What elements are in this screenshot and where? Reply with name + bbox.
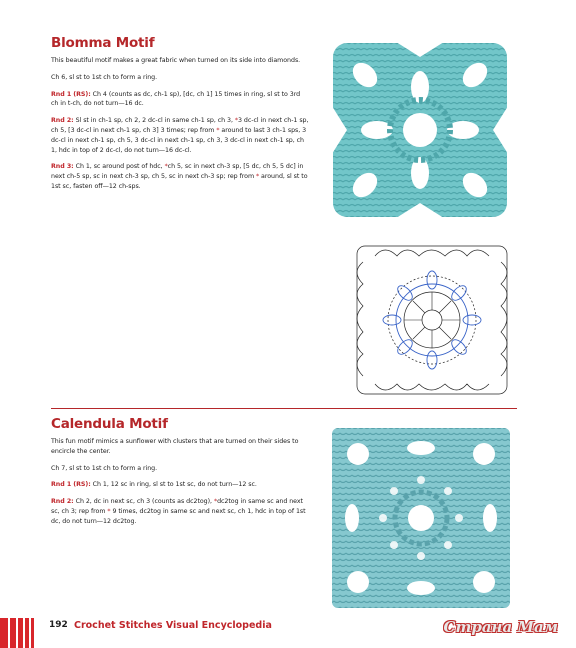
repeat-marker: *: [213, 498, 218, 506]
intro-text: This beautiful motif makes a great fabric when turned on its side into diamonds.: [51, 57, 301, 64]
round-label: Rnd 1 (RS):: [51, 90, 91, 98]
round-1: [51, 90, 309, 110]
repeat-marker: *: [216, 126, 220, 134]
round-2: [51, 497, 309, 526]
round-label: Rnd 1 (RS):: [51, 481, 91, 489]
round-text: Ch 1, sc around post of hdc,: [75, 163, 163, 171]
setup-text: Ch 6, sl st to 1st ch to form a ring.: [51, 73, 158, 81]
round-text: Ch 2, dc in next sc, ch 3 (counts as dc2tog),: [75, 498, 212, 506]
round-text: Ch 1, 12 sc in ring, sl st to 1st sc, do not turn—12 sc.: [92, 481, 257, 489]
round-text: ch 5, sc in next ch-3 sp, [5 dc, ch 5, 5 dc] in next ch-5 sp, sc in next ch-3 sp, ch 5, sc in next ch-3 sp; rep from: [51, 163, 304, 181]
repeat-marker: *: [107, 507, 111, 515]
site-watermark: Страна Мам: [443, 618, 558, 636]
blomma-motif-photo: [325, 35, 515, 225]
round-label: Rnd 2:: [51, 498, 74, 506]
section-title: Calendula Motif: [51, 416, 168, 432]
round-2: [51, 116, 309, 155]
footer-color-bars: [0, 618, 40, 648]
repeat-marker: *: [255, 173, 260, 181]
book-title: Crochet Stitches Visual Encyclopedia: [74, 620, 272, 631]
section-title: Blomma Motif: [51, 35, 155, 51]
round-text: Ch 4 (counts as dc, ch-1 sp), [dc, ch 1] 15 times in ring, sl st to 3rd ch in t-ch, do not turn—16 dc.: [51, 90, 301, 108]
blomma-stitch-chart: [345, 236, 520, 404]
section-divider: [51, 408, 517, 409]
calendula-motif-photo: [328, 424, 514, 612]
round-3: [51, 162, 309, 191]
setup-text: Ch 7, sl st to 1st ch to form a ring.: [51, 464, 158, 472]
repeat-marker: *: [164, 163, 168, 171]
round-text: dc2tog in same sc and next sc, ch 3; rep from: [51, 498, 303, 515]
round-text: 9 times, dc2tog in same sc and next sc, ch 1, hdc in top of 1st dc, do not turn—12 dc2tog.: [51, 507, 306, 525]
round-label: Rnd 3:: [51, 163, 74, 171]
page-number: 192: [49, 620, 68, 630]
repeat-marker: *: [234, 117, 238, 125]
round-text: around, sl st to 1st sc, fasten off—12 ch-sps.: [51, 173, 308, 190]
intro-text: This fun motif mimics a sunflower with clusters that are turned on their sides to encircle the center.: [51, 438, 299, 455]
section-calendula: [51, 416, 309, 534]
section-blomma: [51, 35, 309, 199]
round-text: Sl st in ch-1 sp, ch 2, 2 dc-cl in same ch-1 sp, ch 3,: [75, 117, 233, 125]
round-1: [51, 480, 309, 490]
round-text: around to last 3 ch-1 sps, 3 dc-cl in next ch-1 sp, ch 5, 3 dc-cl in next ch-1 sp, ch 3, 3 dc-cl in next ch-1 sp, ch 1, hdc in top of 2 dc-cl, do not turn—16 dc-cl.: [51, 126, 307, 154]
round-label: Rnd 2:: [51, 117, 74, 125]
round-text: 3 dc-cl in next ch-1 sp, ch 5, [3 dc-cl in next ch-1 sp, ch 3] 3 times; rep from: [51, 117, 309, 134]
